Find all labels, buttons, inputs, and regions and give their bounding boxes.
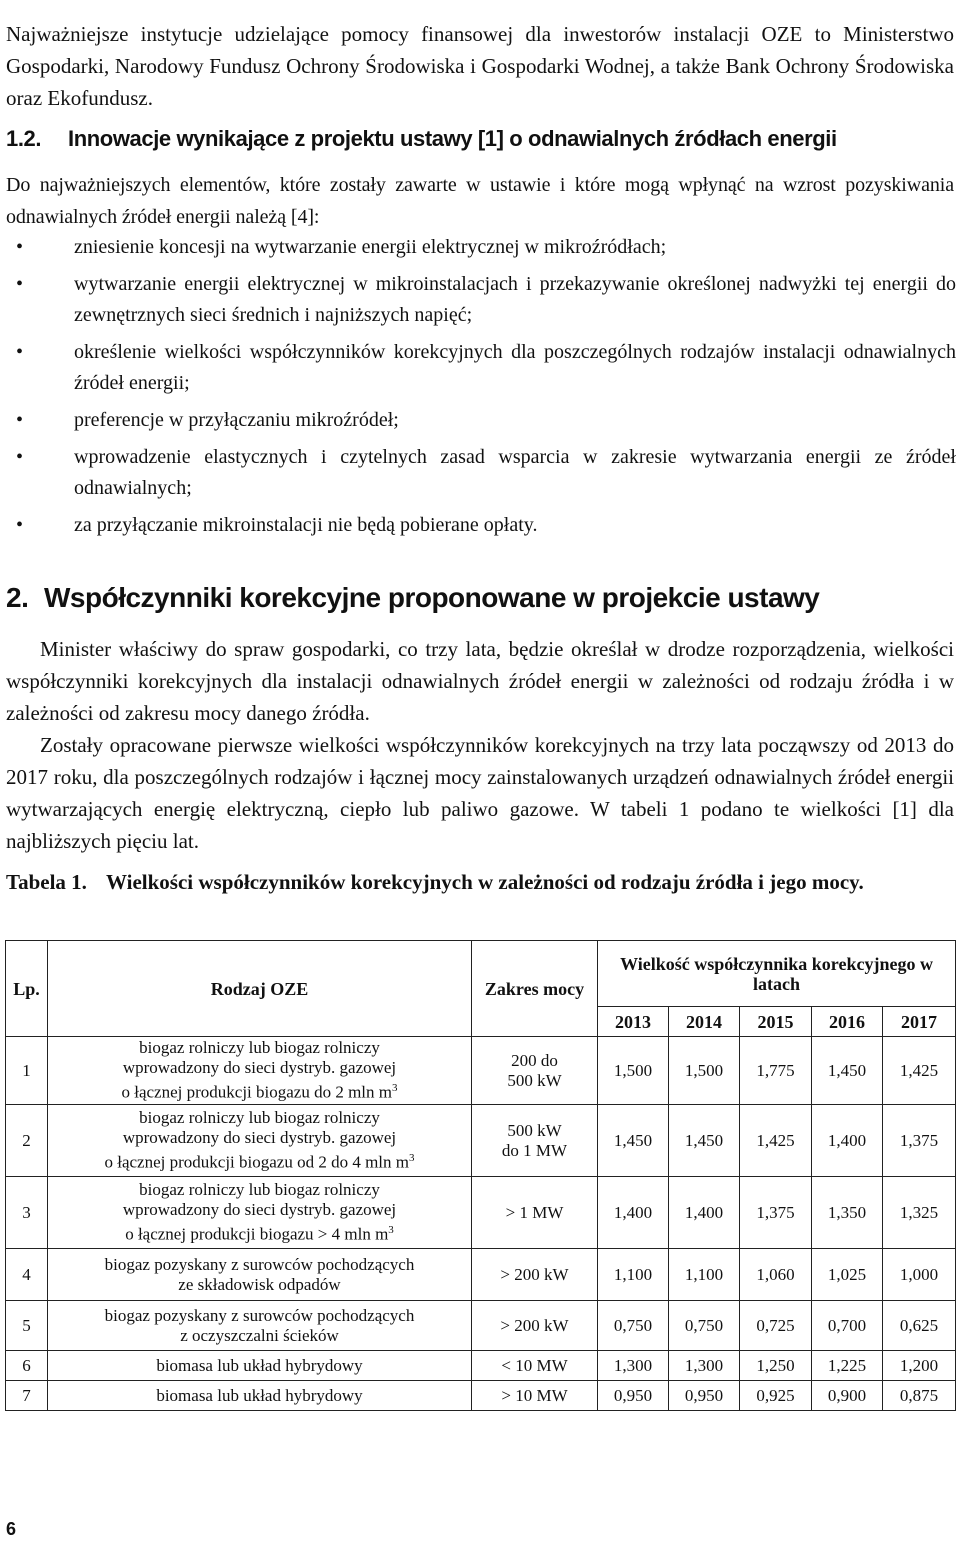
cell-value: 1,300 (669, 1351, 740, 1381)
bullet-icon: • (16, 341, 24, 363)
list-item (6, 337, 956, 399)
cell-value: 0,750 (598, 1301, 669, 1351)
table-caption (6, 866, 954, 898)
header-year: 2016 (812, 1007, 883, 1037)
cell-type-text: wprowadzony do sieci dystryb. gazowej (122, 1058, 397, 1078)
section-2-paragraph-1: Minister właściwy do spraw gospodarki, co trzy lata, będzie określał w drodze rozporządzenia, wielkości współczynniki korekcyjnych dla instalacji odnawialnych źródeł energii w zależności od rodzaju źródła i w zależności od zakresu mocy danego źródła. (6, 637, 954, 725)
list-item (6, 269, 956, 331)
header-year: 2017 (883, 1007, 956, 1037)
cell-lp: 6 (6, 1351, 48, 1381)
list-item-text: określenie wielkości współczynników korekcyjnych dla poszczególnych rodzajów instalacji odnawialnych źródeł energii; (74, 341, 956, 394)
cell-type-line (51, 1275, 468, 1295)
cell-range-line: do 1 MW (501, 1140, 568, 1160)
header-type: Rodzaj OZE (48, 941, 472, 1037)
cell-type-text: o łącznej produkcji biogazu do 2 mln m (121, 1082, 392, 1102)
cell-value: 1,225 (812, 1351, 883, 1381)
table-row (6, 1381, 956, 1411)
cell-type-line (51, 1108, 468, 1128)
cell-lp: 7 (6, 1381, 48, 1411)
cell-type-text: biogaz pozyskany z surowców pochodzących (104, 1305, 415, 1325)
cell-type-text: o łącznej produkcji biogazu od 2 do 4 mln m (104, 1152, 409, 1172)
section-2-title: Współczynniki korekcyjne proponowane w projekcie ustawy (44, 582, 820, 613)
bullet-icon: • (16, 514, 24, 536)
list-item (6, 232, 956, 263)
cell-type (48, 1177, 472, 1249)
section-1-2-number: 1.2. (6, 126, 42, 151)
header-lp: Lp. (6, 941, 48, 1037)
cell-range-line: > 1 MW (505, 1202, 564, 1222)
cell-type-text: ze składowisk odpadów (178, 1274, 341, 1294)
list-item-text: preferencje w przyłączaniu mikroźródeł; (74, 409, 399, 431)
cell-type (48, 1249, 472, 1301)
bullet-icon: • (16, 409, 24, 431)
cell-value: 1,100 (598, 1249, 669, 1301)
table-row (6, 1249, 956, 1301)
cell-value: 1,375 (740, 1177, 812, 1249)
section-2-paragraph-2: Zostały opracowane pierwsze wielkości współczynników korekcyjnych na trzy lata począwszy od 2013 do 2017 roku, dla poszczególnych rodzajów i łącznej mocy zainstalowanych urządzeń odnawialnych źródeł energii wytwarzających energię elektryczną, ciepło lub paliwo gazowe. W tabeli 1 podano te wielkości [1] dla najbliższych pięciu lat. (6, 733, 954, 853)
cell-value: 1,500 (598, 1037, 669, 1105)
cell-type-line (51, 1038, 468, 1058)
cell-range (472, 1177, 598, 1249)
bullet-icon: • (16, 273, 24, 295)
list-item (6, 510, 956, 541)
cell-range (472, 1381, 598, 1411)
cell-type-text: biogaz pozyskany z surowców pochodzących (104, 1254, 415, 1274)
list-item-text: za przyłączanie mikroinstalacji nie będą pobierane opłaty. (74, 514, 538, 536)
cell-value: 0,900 (812, 1381, 883, 1411)
section-2-number: 2. (6, 582, 29, 613)
bullet-icon: • (16, 236, 24, 258)
cell-range (472, 1037, 598, 1105)
cell-lp: 1 (6, 1037, 48, 1105)
cell-value: 1,060 (740, 1249, 812, 1301)
cell-value: 0,750 (669, 1301, 740, 1351)
section-1-2-intro: Do najważniejszych elementów, które zostały zawarte w ustawie i które mogą wpłynąć na wzrost pozyskiwania odnawialnych źródeł energii należą [4]: (6, 174, 954, 228)
cell-type (48, 1301, 472, 1351)
cell-type-text: wprowadzony do sieci dystryb. gazowej (122, 1200, 397, 1220)
cell-type-text: biogaz rolniczy lub biogaz rolniczy (139, 1038, 380, 1058)
list-item-text: wytwarzanie energii elektrycznej w mikroinstalacjach i przekazywanie określonej nadwyżki tej energii do zewnętrznych sieci średnich i najniższych napięć; (74, 273, 956, 326)
page-number: 6 (6, 1519, 17, 1539)
header-coefficient: Wielkość współczynnika korekcyjnego w latach (598, 941, 956, 1007)
table-row (6, 1177, 956, 1249)
cell-value: 0,725 (740, 1301, 812, 1351)
cell-value: 1,400 (669, 1177, 740, 1249)
coefficients-table (5, 940, 956, 1411)
cell-value: 0,925 (740, 1381, 812, 1411)
intro-paragraph: Najważniejsze instytucje udzielające pomocy finansowej dla inwestorów instalacji OZE to Ministerstwo Gospodarki, Narodowy Fundusz Ochrony Środowiska i Gospodarki Wodnej, a także Bank Ochrony Środowiska oraz Ekofundusz. (6, 22, 954, 110)
section-1-2-heading (6, 124, 837, 154)
cell-type-text: z oczyszczalni ścieków (180, 1325, 339, 1345)
cell-value: 1,400 (598, 1177, 669, 1249)
cell-range-line: 200 do (511, 1050, 558, 1070)
cell-value: 1,500 (669, 1037, 740, 1105)
table-row (6, 1105, 956, 1177)
cell-value: 0,700 (812, 1301, 883, 1351)
header-year: 2014 (669, 1007, 740, 1037)
section-1-2-title: Innowacje wynikające z projektu ustawy [1] o odnawialnych źródłach energii (68, 126, 837, 151)
cell-lp: 4 (6, 1249, 48, 1301)
cell-type-line (51, 1306, 468, 1326)
cell-type-text: biogaz rolniczy lub biogaz rolniczy (139, 1180, 380, 1200)
cell-value: 1,450 (598, 1105, 669, 1177)
cell-type (48, 1381, 472, 1411)
cell-range (472, 1351, 598, 1381)
innovations-list (6, 232, 956, 547)
cell-lp: 2 (6, 1105, 48, 1177)
cell-value: 1,100 (669, 1249, 740, 1301)
cell-range-line: > 200 kW (500, 1264, 569, 1284)
cell-type-text: biomasa lub układ hybrydowy (156, 1385, 363, 1405)
cell-value: 0,950 (598, 1381, 669, 1411)
cell-type-line (51, 1200, 468, 1220)
cell-value: 1,300 (598, 1351, 669, 1381)
cell-value: 1,200 (883, 1351, 956, 1381)
list-item (6, 442, 956, 504)
header-year: 2015 (740, 1007, 812, 1037)
cell-value: 1,000 (883, 1249, 956, 1301)
cell-value: 1,025 (812, 1249, 883, 1301)
cell-type-line (51, 1148, 468, 1173)
cell-type-line (51, 1180, 468, 1200)
list-item (6, 405, 956, 436)
cell-type-superscript: 3 (409, 1152, 415, 1165)
list-item-text: wprowadzenie elastycznych i czytelnych zasad wsparcia w zakresie wytwarzania energii ze źródeł odnawialnych; (74, 446, 956, 499)
cell-type (48, 1351, 472, 1381)
cell-type-line (51, 1078, 468, 1103)
cell-range (472, 1249, 598, 1301)
cell-type-text: biomasa lub układ hybrydowy (156, 1355, 363, 1375)
cell-range-line: < 10 MW (501, 1355, 568, 1375)
section-2-heading (6, 580, 819, 616)
cell-range-line: > 200 kW (500, 1315, 569, 1335)
cell-type-line (51, 1326, 468, 1346)
cell-value: 1,425 (883, 1037, 956, 1105)
cell-range (472, 1105, 598, 1177)
cell-value: 1,250 (740, 1351, 812, 1381)
cell-value: 1,425 (740, 1105, 812, 1177)
table-row (6, 1301, 956, 1351)
cell-type-superscript: 3 (388, 1224, 394, 1237)
table-row (6, 1351, 956, 1381)
table-caption-label: Tabela 1. (6, 870, 87, 894)
table-caption-text: Wielkości współczynników korekcyjnych w zależności od rodzaju źródła i jego mocy. (106, 870, 864, 894)
cell-type (48, 1105, 472, 1177)
cell-type-text: wprowadzony do sieci dystryb. gazowej (122, 1128, 397, 1148)
cell-type-line (51, 1255, 468, 1275)
bullet-icon: • (16, 446, 24, 468)
cell-value: 1,450 (812, 1037, 883, 1105)
cell-lp: 3 (6, 1177, 48, 1249)
header-year: 2013 (598, 1007, 669, 1037)
cell-value: 0,950 (669, 1381, 740, 1411)
cell-value: 0,625 (883, 1301, 956, 1351)
cell-type (48, 1037, 472, 1105)
cell-range-line: > 10 MW (501, 1385, 568, 1405)
cell-type-text: o łącznej produkcji biogazu > 4 mln m (125, 1224, 389, 1244)
cell-value: 1,375 (883, 1105, 956, 1177)
list-item-text: zniesienie koncesji na wytwarzanie energii elektrycznej w mikroźródłach; (74, 236, 667, 258)
cell-range-line: 500 kW (507, 1070, 562, 1090)
cell-value: 0,875 (883, 1381, 956, 1411)
cell-type-line (51, 1386, 468, 1406)
cell-value: 1,325 (883, 1177, 956, 1249)
cell-type-line (51, 1356, 468, 1376)
cell-lp: 5 (6, 1301, 48, 1351)
cell-value: 1,400 (812, 1105, 883, 1177)
cell-value: 1,450 (669, 1105, 740, 1177)
cell-value: 1,775 (740, 1037, 812, 1105)
cell-value: 1,350 (812, 1177, 883, 1249)
cell-range (472, 1301, 598, 1351)
cell-type-text: biogaz rolniczy lub biogaz rolniczy (139, 1108, 380, 1128)
cell-type-line (51, 1128, 468, 1148)
table-row (6, 1037, 956, 1105)
cell-type-line (51, 1058, 468, 1078)
cell-type-line (51, 1220, 468, 1245)
cell-type-superscript: 3 (392, 1082, 398, 1095)
header-range: Zakres mocy (472, 941, 598, 1037)
cell-range-line: 500 kW (507, 1120, 562, 1140)
